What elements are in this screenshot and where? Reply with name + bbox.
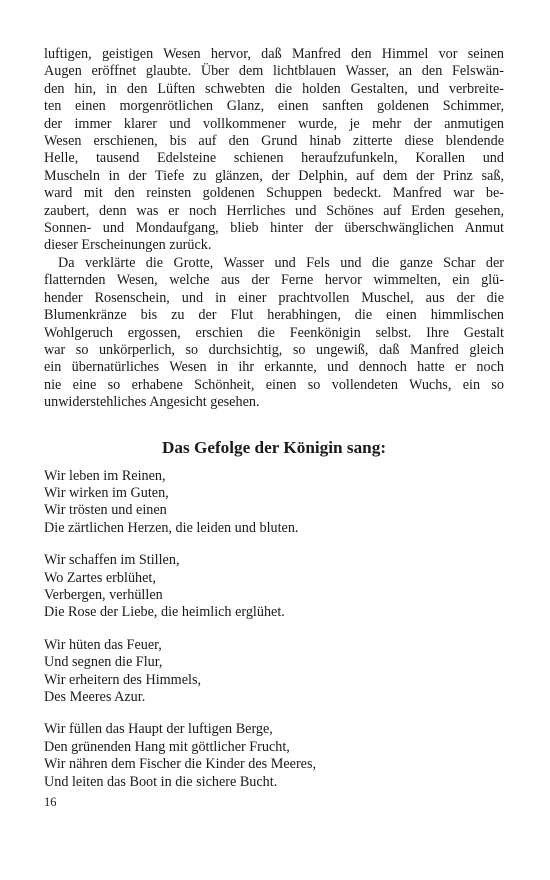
verse-line: Und leiten das Boot in die sichere Bucht. (44, 773, 278, 790)
verse-line: Und segnen die Flur, (44, 654, 163, 671)
verse-line: Die Rose der Liebe, die heimlich erglühet. (44, 604, 285, 621)
text-line: flatternden Wesen, welche aus der Ferne hervor wimmelten, ein glü- (44, 272, 504, 289)
text-line: Wohlgeruch ergossen, erschien die Feenkönigin selbst. Ihre Gestalt (44, 324, 504, 341)
book-page (44, 46, 504, 806)
verse-line: Wir füllen das Haupt der luftigen Berge, (44, 721, 273, 738)
text-line: Wesen erschienen, bis auf den Grund hinab zitterte diese blendende (44, 133, 504, 150)
verse-line: Wir erheitern des Himmels, (44, 671, 202, 688)
text-line: nie eine so erhabene Schönheit, einen so vollendeten Wuchs, ein so (44, 376, 504, 393)
verse-line: Wir nähren dem Fischer die Kinder des Meeres, (44, 756, 317, 773)
text-line: Augen eröffnet glaubte. Über dem lichtblauen Wasser, an den Felswän- (44, 63, 504, 80)
verse-line: Des Meeres Azur. (44, 689, 146, 705)
song-stanza-4 (44, 721, 504, 791)
text-line: unwiderstehliches Angesicht gesehen. (44, 394, 260, 411)
text-line: der immer klarer und vollkommener wurde, je mehr der anmutigen (44, 115, 504, 132)
text-line: luftigen, geistigen Wesen hervor, daß Manfred den Himmel vor seinen (44, 46, 504, 62)
verse-line: Die zärtlichen Herzen, die leiden und bluten. (44, 519, 299, 536)
verse-line: Wir wirken im Guten, (44, 484, 169, 501)
text-line: ein übernatürliches Wesen in ihr erkannte, und dennoch hatte er noch (44, 359, 504, 376)
song-stanza-1 (44, 468, 504, 538)
verse-line: Verbergen, verhüllen (44, 586, 163, 603)
song-heading: Das Gefolge der Königin sang: (161, 437, 387, 457)
text-line: dieser Erscheinungen zurück. (44, 237, 212, 254)
song-stanza-2 (44, 552, 504, 622)
text-line: Da verklärte die Grotte, Wasser und Fels und die ganze Schar der (58, 254, 504, 271)
verse-line: Wir trösten und einen (44, 502, 167, 519)
text-line: war so unkörperlich, so durchsichtig, so ungewiß, daß Manfred gleich (44, 341, 504, 358)
verse-line: Den grünenden Hang mit göttlicher Frucht, (44, 738, 290, 755)
text-line: ward mit den reinsten goldenen Schuppen bedeckt. Manfred war be- (44, 185, 504, 202)
prose-paragraph-2 (44, 255, 504, 412)
text-line: Sonnen- und Mondaufgang, blieb hinter der überschwänglichen Anmut (44, 220, 504, 237)
verse-line: Wir leben im Reinen, (44, 467, 166, 484)
verse-line: Wo Zartes erblühet, (44, 569, 156, 586)
verse-line: Wir schaffen im Stillen, (44, 552, 180, 569)
prose-paragraph-1 (44, 46, 504, 255)
text-line: ten einen morgenrötlichen Glanz, einen sanften goldenen Schimmer, (44, 98, 504, 115)
text-line: Blumenkränze bis zu der Flut herabhingen, die einen himmlischen (44, 307, 504, 324)
text-line: Helle, tausend Edelsteine schienen heraufzufunkeln, Korallen und (44, 150, 504, 167)
page-number: 16 (44, 795, 57, 809)
song-stanza-3 (44, 637, 504, 707)
text-line: Muscheln in der Tiefe zu glänzen, der Delphin, auf dem der Prinz saß, (44, 167, 504, 184)
text-line: den hin, in den Lüften schwebten die holden Gestalten, und verbreite- (44, 80, 504, 97)
text-line: hender Rosenschein, und in einer prachtvollen Muschel, aus der die (44, 289, 504, 306)
text-line: zaubert, denn was er noch Herrliches und Schönes auf Erden gesehen, (44, 202, 504, 219)
verse-line: Wir hüten das Feuer, (44, 636, 162, 653)
